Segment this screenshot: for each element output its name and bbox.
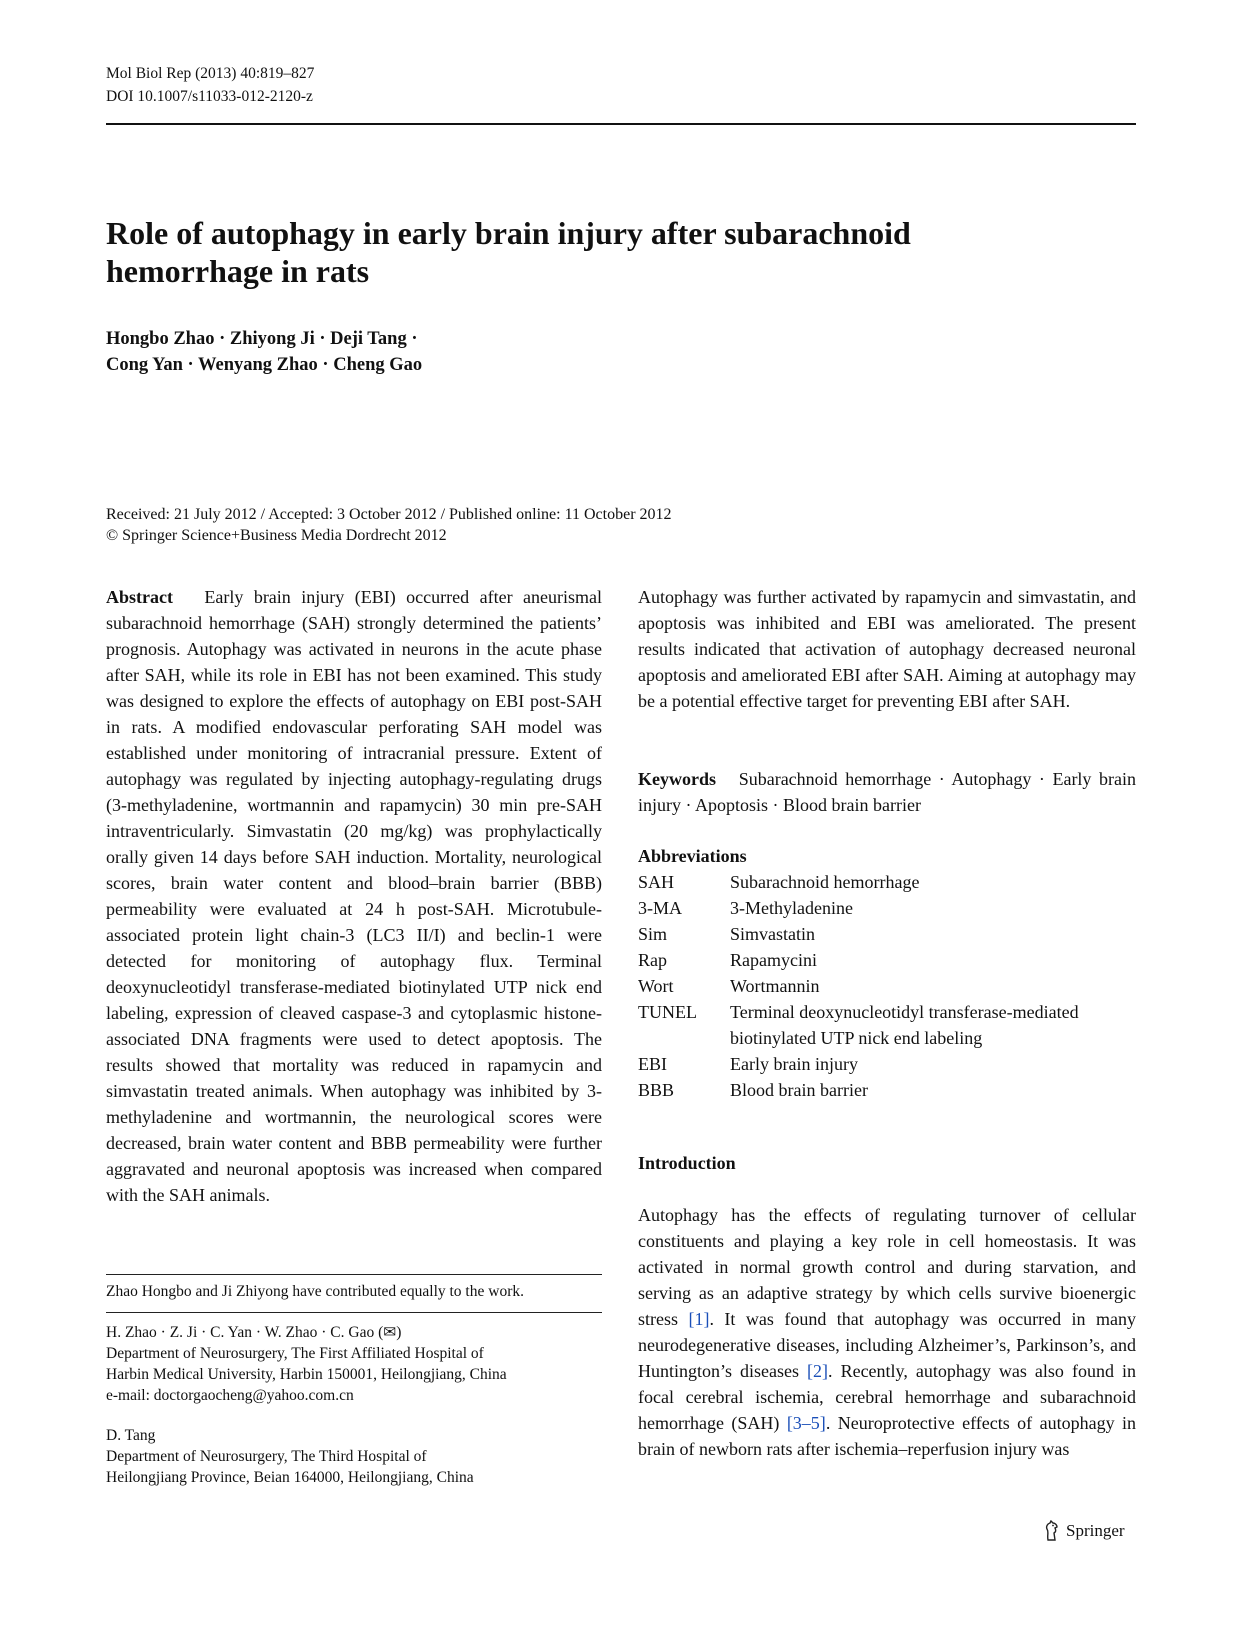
abstract-right-column bbox=[638, 584, 1136, 714]
abbreviation-definition: Terminal deoxynucleotidyl transferase-mediated biotinylated UTP nick end labeling bbox=[730, 1002, 1079, 1048]
intro-text-1: Autophagy has the effects of regulating turnover of cellular constituents and playing a key role in cell homeostasis. It was activated in normal growth control and during starvation, and serving as an adaptive strategy by which cells survive bioenergic stress bbox=[638, 1205, 1136, 1329]
citation-link-1[interactable]: [1] bbox=[688, 1309, 710, 1329]
introduction-heading: Introduction bbox=[638, 1153, 736, 1173]
abbreviation-row bbox=[638, 1077, 1136, 1103]
abbreviation-definition: Rapamycini bbox=[730, 950, 817, 970]
abbreviation-term: EBI bbox=[638, 1054, 667, 1074]
abbreviation-definition: Wortmannin bbox=[730, 976, 820, 996]
intro-text-4: . Neuroprotective effects of autophagy in brain of newborn rats after ischemia–reperfusion injury was bbox=[638, 1413, 1136, 1459]
abstract-paragraph bbox=[106, 584, 602, 1208]
citation-link-2[interactable]: [2] bbox=[807, 1361, 829, 1381]
intro-text-2: . It was found that autophagy was occurred in many neurodegenerative diseases, including Alzheimer’s, Parkinson’s, and Huntington’s diseases bbox=[638, 1309, 1136, 1381]
intro-text-3: . Recently, autophagy was also found in focal cerebral ischemia, cerebral hemorrhage and subarachnoid hemorrhage (SAH) bbox=[638, 1361, 1136, 1433]
abbreviations-heading: Abbreviations bbox=[638, 846, 747, 866]
article-title-line-1: Role of autophagy in early brain injury after subarachnoid bbox=[106, 215, 911, 251]
affiliation-2 bbox=[106, 1425, 602, 1488]
abbreviation-term: TUNEL bbox=[638, 1002, 697, 1022]
copyright-line: © Springer Science+Business Media Dordrecht 2012 bbox=[106, 527, 447, 544]
abbreviation-row bbox=[638, 1051, 1136, 1077]
header-divider bbox=[106, 123, 1136, 125]
equal-contribution-note: Zhao Hongbo and Ji Zhiyong have contributed equally to the work. bbox=[106, 1283, 524, 1300]
abbreviation-term: Rap bbox=[638, 950, 667, 970]
affiliation-2-author: D. Tang bbox=[106, 1427, 156, 1444]
abbreviation-definition: Blood brain barrier bbox=[730, 1080, 868, 1100]
affiliation-divider bbox=[106, 1312, 602, 1313]
abbreviation-definition: Subarachnoid hemorrhage bbox=[730, 872, 920, 892]
corresponding-email[interactable]: e-mail: doctorgaocheng@yahoo.com.cn bbox=[106, 1387, 354, 1404]
publication-history bbox=[106, 504, 672, 546]
abbreviation-term: Sim bbox=[638, 924, 668, 944]
running-header bbox=[106, 62, 314, 108]
affiliation-2-line-1: Department of Neurosurgery, The Third Hospital of bbox=[106, 1448, 427, 1465]
introduction-paragraph bbox=[638, 1202, 1136, 1462]
keywords-text: Subarachnoid hemorrhage · Autophagy · Early brain injury · Apoptosis · Blood brain barrier bbox=[638, 769, 1136, 815]
abbreviations-list bbox=[638, 869, 1136, 1103]
history-dates: Received: 21 July 2012 / Accepted: 3 October 2012 / Published online: 11 October 2012 bbox=[106, 506, 672, 523]
article-title-line-2: hemorrhage in rats bbox=[106, 253, 370, 289]
abbreviation-definition: Simvastatin bbox=[730, 924, 815, 944]
abbreviation-row bbox=[638, 895, 1136, 921]
springer-horse-icon bbox=[1042, 1520, 1062, 1542]
abbreviation-row bbox=[638, 999, 1136, 1051]
doi: DOI 10.1007/s11033-012-2120-z bbox=[106, 88, 313, 105]
abstract-left-column bbox=[106, 584, 602, 1208]
keywords-block bbox=[638, 766, 1136, 818]
abbreviation-row bbox=[638, 869, 1136, 895]
publisher-name: Springer bbox=[1066, 1521, 1125, 1540]
article-title bbox=[106, 214, 1066, 290]
affiliation-1-line-2: Harbin Medical University, Harbin 150001, Heilongjiang, China bbox=[106, 1366, 507, 1383]
abbreviation-term: 3-MA bbox=[638, 898, 682, 918]
abbreviation-row bbox=[638, 947, 1136, 973]
abbreviation-row bbox=[638, 973, 1136, 999]
abbreviation-definition: 3-Methyladenine bbox=[730, 898, 853, 918]
affiliation-1-authors: H. Zhao · Z. Ji · C. Yan · W. Zhao · C. Gao (✉) bbox=[106, 1324, 402, 1341]
publisher-footer bbox=[1042, 1519, 1125, 1543]
abbreviation-term: BBB bbox=[638, 1080, 675, 1100]
introduction-body bbox=[638, 1202, 1136, 1462]
affiliation-2-line-2: Heilongjiang Province, Beian 164000, Heilongjiang, China bbox=[106, 1469, 474, 1486]
footnote-divider bbox=[106, 1274, 602, 1275]
author-line-2: Cong Yan · Wenyang Zhao · Cheng Gao bbox=[106, 355, 423, 375]
abbreviation-row bbox=[638, 921, 1136, 947]
author-line-1: Hongbo Zhao · Zhiyong Ji · Deji Tang · bbox=[106, 329, 418, 349]
affiliation-1 bbox=[106, 1322, 602, 1406]
abstract-continuation: Autophagy was further activated by rapamycin and simvastatin, and apoptosis was inhibited and EBI was ameliorated. The present results indicated that activation of autophagy decreased neuronal apoptosis and ameliorated EBI after SAH. Aiming at autophagy may be a potential effective target for preventing EBI after SAH. bbox=[638, 587, 1136, 711]
journal-citation: Mol Biol Rep (2013) 40:819–827 bbox=[106, 65, 315, 82]
author-list bbox=[106, 326, 422, 378]
abbreviation-definition: Early brain injury bbox=[730, 1054, 858, 1074]
abstract-label: Abstract bbox=[106, 587, 173, 607]
affiliation-1-line-1: Department of Neurosurgery, The First Affiliated Hospital of bbox=[106, 1345, 484, 1362]
abstract-text: Early brain injury (EBI) occurred after aneurismal subarachnoid hemorrhage (SAH) strongly determined the patients’ prognosis. Autophagy was activated in neurons in the acute phase after SAH, while its role in EBI has not been examined. This study was designed to explore the effects of autophagy on EBI post-SAH in rats. A modified endovascular perforating SAH model was established under monitoring of intracranial pressure. Extent of autophagy was regulated by injecting autophagy-regulating drugs (3-methyladenine, wortmannin and rapamycin) 30 min pre-SAH intraventricularly. Simvastatin (20 mg/kg) was prophylactically orally given 14 days before SAH induction. Mortality, neurological scores, brain water content and blood–brain barrier (BBB) permeability were evaluated at 24 h post-SAH. Microtubule-associated protein light chain-3 (LC3 II/I) and beclin-1 were detected for monitoring of autophagy flux. Terminal deoxynucleotidyl transferase-mediated biotinylated UTP nick end labeling, expression of cleaved caspase-3 and cytoplasmic histone-associated DNA fragments were used to detect apoptosis. The results showed that mortality was reduced in rapamycin and simvastatin treated animals. When autophagy was inhibited by 3-methyladenine and wortmannin, the neurological scores were decreased, brain water content and BBB permeability were further aggravated and neuronal apoptosis was increased when compared with the SAH animals. bbox=[106, 587, 602, 1205]
abbreviation-term: Wort bbox=[638, 976, 674, 996]
abbreviation-term: SAH bbox=[638, 872, 675, 892]
keywords-label: Keywords bbox=[638, 769, 716, 789]
citation-link-3[interactable]: [3–5] bbox=[786, 1413, 826, 1433]
